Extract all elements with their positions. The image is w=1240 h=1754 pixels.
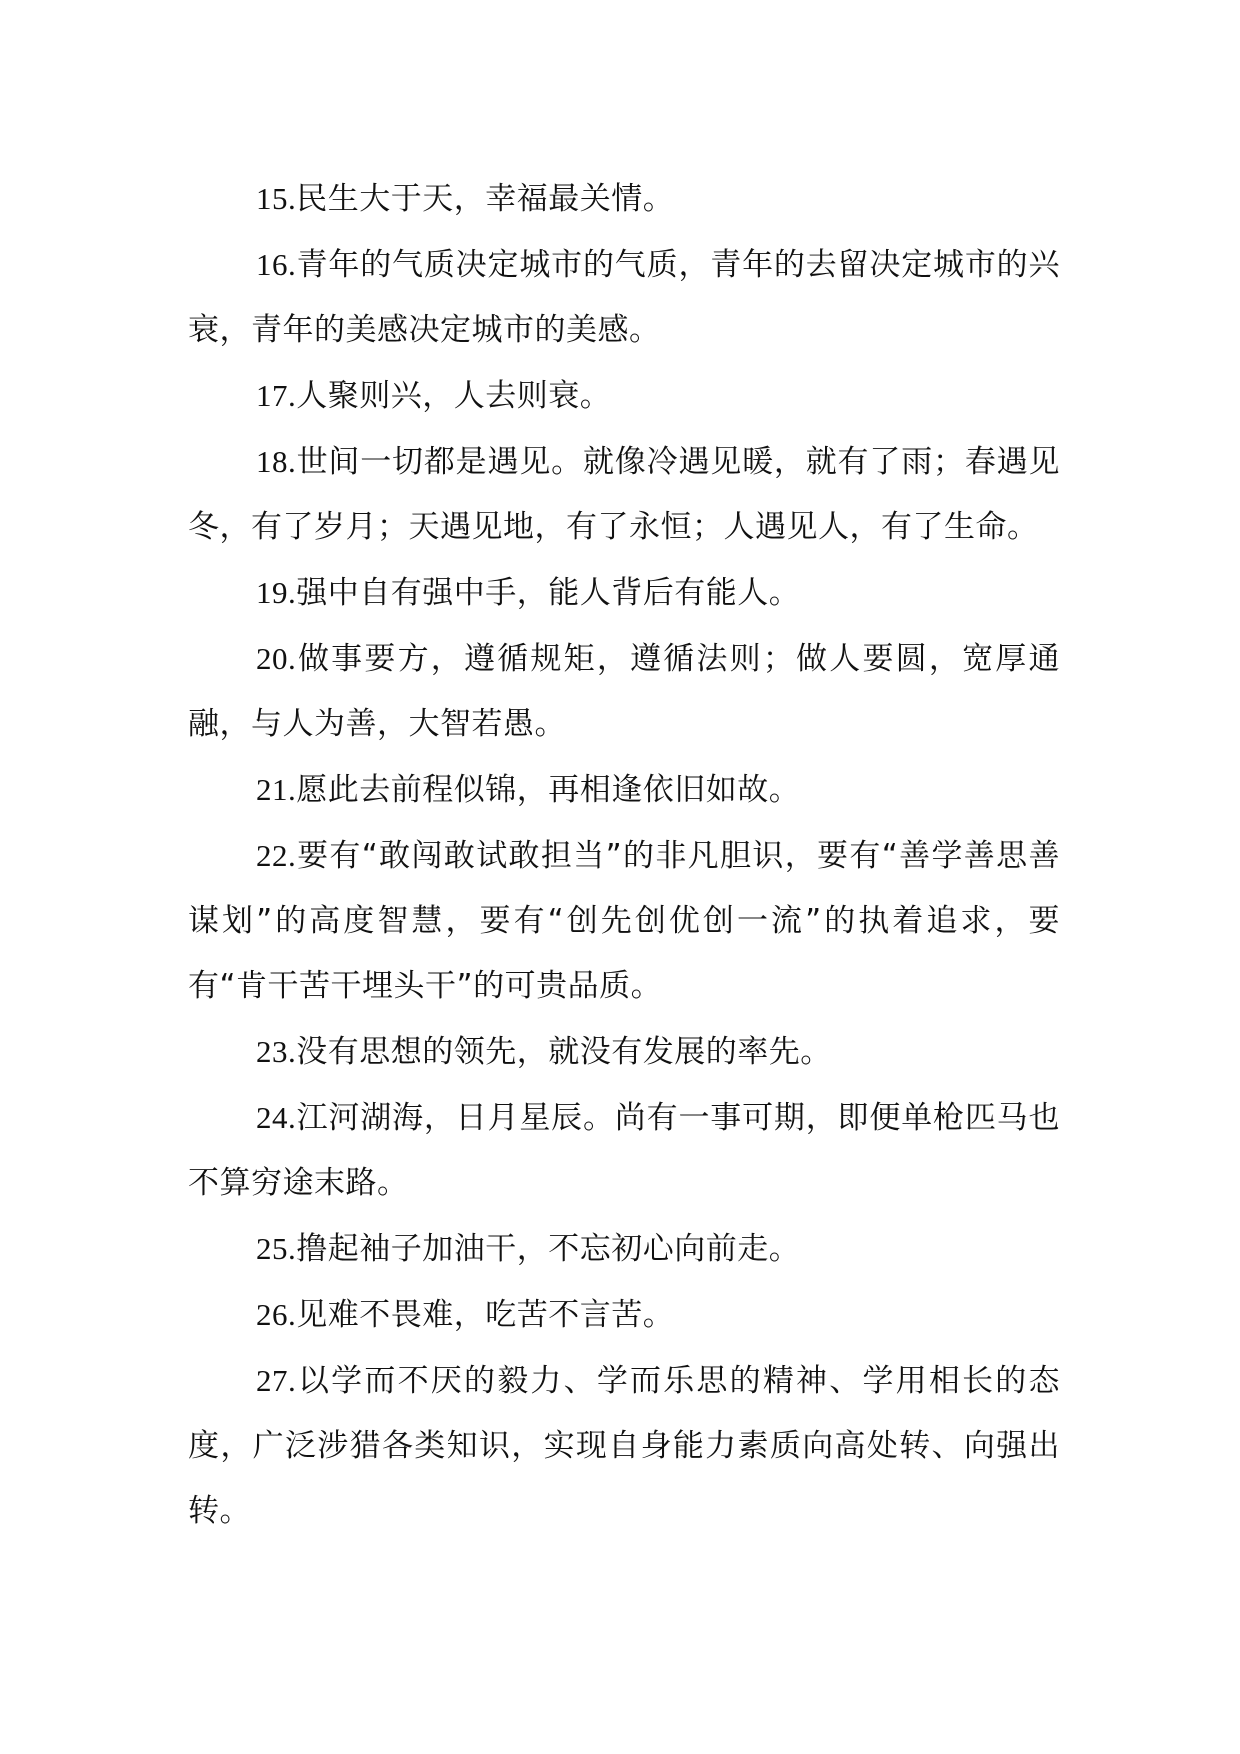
paragraph-22 — [188, 823, 1060, 1019]
paragraph-25 — [188, 1216, 1060, 1282]
paragraph-number: 18. — [256, 444, 297, 479]
paragraph-text: 人聚则兴，人去则衰。 — [296, 378, 612, 414]
paragraph-number: 15. — [256, 181, 297, 216]
paragraph-17 — [188, 363, 1060, 429]
paragraph-24 — [188, 1085, 1060, 1216]
paragraph-text: 江河湖海，日月星辰。尚有一事可期，即便单枪匹马也不算穷途末路。 — [188, 1100, 1060, 1201]
paragraph-26 — [188, 1282, 1060, 1348]
paragraph-text: 见难不畏难，吃苦不言苦。 — [296, 1297, 675, 1333]
paragraph-19 — [188, 560, 1060, 626]
paragraph-text: 撸起袖子加油干，不忘初心向前走。 — [296, 1231, 801, 1267]
paragraph-text: 民生大于天，幸福最关情。 — [296, 181, 675, 217]
paragraph-number: 17. — [256, 378, 297, 413]
paragraph-number: 23. — [256, 1034, 297, 1069]
document-body — [188, 166, 1060, 1544]
paragraph-text: 愿此去前程似锦，再相逢依旧如故。 — [296, 772, 801, 808]
paragraph-number: 24. — [256, 1100, 297, 1135]
paragraph-number: 26. — [256, 1297, 297, 1332]
paragraph-21 — [188, 757, 1060, 823]
paragraph-number: 27. — [256, 1363, 297, 1398]
paragraph-text: 世间一切都是遇见。就像冷遇见暖，就有了雨；春遇见冬，有了岁月；天遇见地，有了永恒；人遇见人，有了生命。 — [188, 444, 1060, 545]
paragraph-number: 19. — [256, 575, 297, 610]
paragraph-20 — [188, 626, 1060, 757]
paragraph-16 — [188, 232, 1060, 363]
paragraph-number: 21. — [256, 772, 297, 807]
paragraph-text: 做事要方，遵循规矩，遵循法则；做人要圆，宽厚通融，与人为善，大智若愚。 — [188, 641, 1060, 742]
paragraph-number: 16. — [256, 247, 297, 282]
paragraph-27 — [188, 1348, 1060, 1544]
paragraph-text: 没有思想的领先，就没有发展的率先。 — [296, 1034, 832, 1070]
paragraph-number: 25. — [256, 1231, 297, 1266]
paragraph-text: 以学而不厌的毅力、学而乐思的精神、学用相长的态度，广泛涉猎各类知识，实现自身能力素质向高处转、向强出转。 — [188, 1363, 1060, 1529]
paragraph-number: 20. — [256, 641, 297, 676]
paragraph-text: 青年的气质决定城市的气质，青年的去留决定城市的兴衰，青年的美感决定城市的美感。 — [188, 247, 1060, 348]
paragraph-18 — [188, 429, 1060, 560]
paragraph-text: 强中自有强中手，能人背后有能人。 — [296, 575, 801, 611]
paragraph-23 — [188, 1019, 1060, 1085]
paragraph-15 — [188, 166, 1060, 232]
paragraph-number: 22. — [256, 838, 297, 873]
paragraph-text: 要有“敢闯敢试敢担当”的非凡胆识，要有“善学善思善谋划”的高度智慧，要有“创先创优创一流”的执着追求，要有“肯干苦干埋头干”的可贵品质。 — [188, 838, 1060, 1004]
